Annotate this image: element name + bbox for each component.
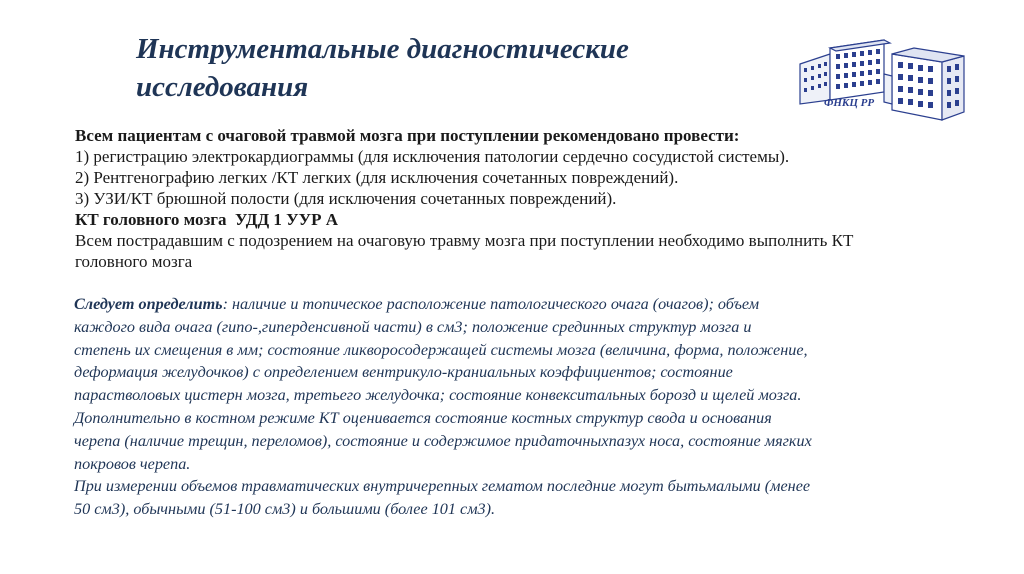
ct-text-line: Всем пострадавшим с подозрением на очаговую травму мозга при поступлении необходимо выполнить КТ bbox=[75, 231, 854, 250]
slide-title bbox=[136, 30, 776, 106]
findings-line: покровов черепа. bbox=[74, 454, 191, 473]
recommendation-item: 3) УЗИ/КТ брюшной полости (для исключения сочетанных повреждений). bbox=[75, 189, 617, 208]
ct-findings-block bbox=[74, 293, 974, 521]
recommendations-heading: Всем пациентам с очаговой травмой мозга при поступлении рекомендовано провести: bbox=[75, 126, 740, 145]
findings-text: : наличие и топическое расположение патологического очага (очагов); объем bbox=[222, 295, 760, 313]
title-line-2: исследования bbox=[136, 71, 309, 103]
findings-lead: Следует определить bbox=[74, 295, 223, 313]
recommendation-item: 2) Рентгенографию легких /КТ легких (для исключения сочетанных повреждений). bbox=[75, 168, 679, 187]
recommendations-block bbox=[75, 125, 975, 272]
findings-line: каждого вида очага (гипо-,гиперденсивной части) в см3; положение срединных структур мозга и bbox=[74, 317, 752, 336]
findings-line: степень их смещения в мм; состояние ликворосодержащей системы мозга (величина, форма, положение, bbox=[74, 340, 808, 359]
findings-line: При измерении объемов травматических внутричерепных гематом последние могут бытьмалыми (менее bbox=[74, 477, 811, 496]
ct-heading: КТ головного мозга УДД 1 УУР А bbox=[75, 210, 339, 229]
ct-text-line: головного мозга bbox=[75, 252, 193, 271]
findings-line: черепа (наличие трещин, переломов), состояние и содержимое придаточныхпазух носа, состояние мягких bbox=[74, 431, 812, 450]
hospital-building-logo bbox=[792, 34, 976, 130]
title-line-1: Инструментальные диагностические bbox=[136, 33, 629, 65]
findings-line: 50 см3), обычными (51-100 см3) и большими (более 101 см3). bbox=[74, 500, 496, 519]
findings-line: деформация желудочков) с определением вентрикуло-краниальных коэффициентов; состояние bbox=[74, 363, 733, 382]
recommendation-item: 1) регистрацию электрокардиограммы (для исключения патологии сердечно сосудистой системы). bbox=[75, 147, 790, 166]
logo-caption: ФНКЦ РР bbox=[824, 97, 875, 109]
findings-line bbox=[74, 293, 974, 316]
findings-line: парастволовых цистерн мозга, третьего желудочка; состояние конвекситальных борозд и щелей мозга. bbox=[74, 386, 802, 405]
findings-line: Дополнительно в костном режиме КТ оценивается состояние костных структур свода и основания bbox=[74, 408, 772, 427]
